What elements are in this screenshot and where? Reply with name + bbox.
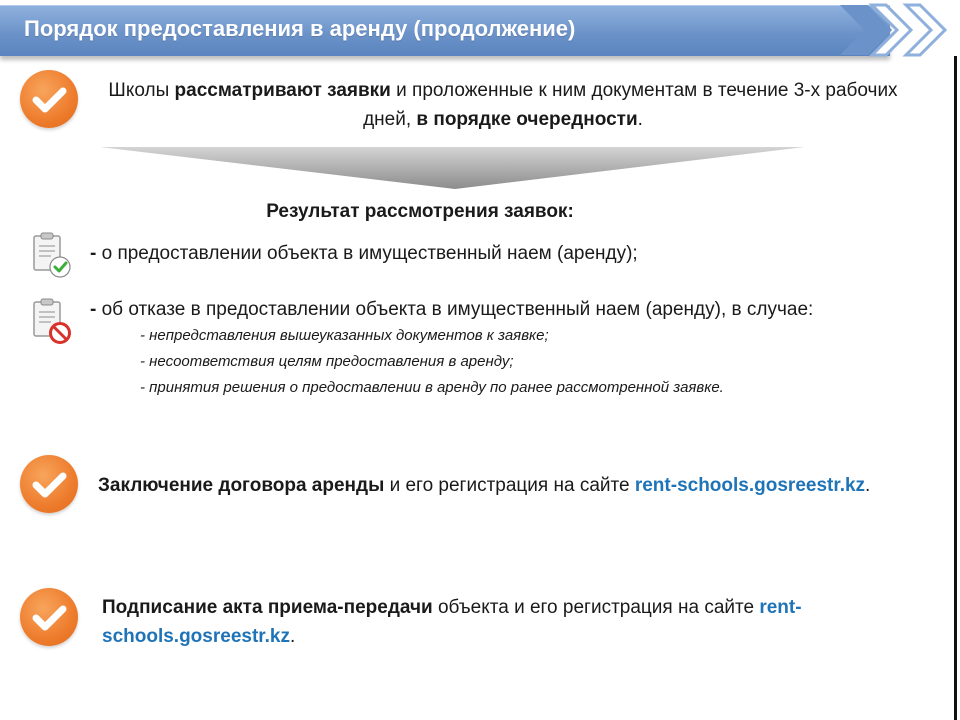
site-link-part1[interactable]: rent-	[759, 597, 802, 618]
check-icon	[20, 455, 78, 513]
step1-text: Школы рассматривают заявки и проложенные к ним документам в течение 3-х рабочих дней, в порядке очередности.	[108, 80, 898, 130]
site-link-part2[interactable]: schools.gosreestr.kz	[102, 626, 290, 647]
check-icon	[20, 70, 78, 128]
reject-reason: - несоответствия целям предоставления в аренду;	[140, 353, 514, 370]
chevrons-decoration	[840, 0, 958, 62]
step2-text: Заключение договора аренды и его регистрация на сайте rent-schools.gosreestr.kz.	[98, 475, 871, 496]
result-heading: Результат рассмотрения заявок:	[266, 201, 574, 222]
clipboard-check-icon	[30, 231, 74, 279]
clipboard-forbidden-icon	[30, 297, 74, 345]
down-arrow-shape	[100, 143, 810, 193]
step3-text: Подписание акта приема-передачи объекта и его регистрация на сайте rent- schools.gosreestr.kz.	[102, 597, 802, 647]
site-link[interactable]: rent-schools.gosreestr.kz	[634, 475, 866, 496]
reject-reason: - непредставления вышеуказанных документов к заявке;	[140, 327, 549, 344]
right-border-line	[954, 56, 957, 720]
check-icon	[20, 588, 78, 646]
page-title: Порядок предоставления в аренду (продолжение)	[24, 16, 576, 41]
reject-item: - об отказе в предоставлении объекта в имущественный наем (аренду), в случае:	[90, 299, 814, 320]
slide-header	[0, 0, 960, 62]
reject-reason: - принятия решения о предоставлении в аренду по ранее рассмотренной заявке.	[140, 379, 724, 396]
approve-item: - о предоставлении объекта в имущественный наем (аренду);	[90, 243, 638, 264]
